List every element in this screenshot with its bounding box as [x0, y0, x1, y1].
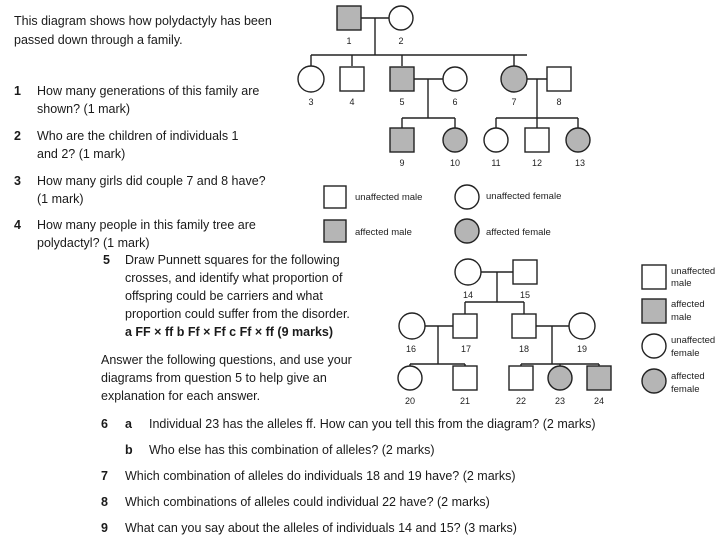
- individual-10-affected-female: [443, 128, 467, 152]
- intro-line-2: passed down through a family.: [14, 33, 183, 47]
- individual-18-unaffected-male: [512, 314, 536, 338]
- label-3: 3: [308, 97, 314, 107]
- individual-2-unaffected-female: [389, 6, 413, 30]
- answer-intro-line-3: explanation for each answer.: [101, 389, 261, 403]
- label-22: 22: [515, 396, 527, 406]
- question-text: shown? (1 mark): [37, 102, 131, 116]
- answer-intro-line-2: diagrams from question 5 to help give an: [101, 371, 327, 385]
- question-number: 7: [101, 469, 108, 483]
- key2-unaffected-female-symbol: [642, 334, 666, 358]
- pedigree-2-labels: [405, 290, 604, 406]
- question-number: 4: [14, 218, 21, 232]
- question-number: 6: [101, 417, 108, 431]
- key2-affected-female-label-1: affected: [671, 371, 705, 382]
- individual-24-affected-male: [587, 366, 611, 390]
- question-text: (1 mark): [37, 192, 84, 206]
- label-13: 13: [574, 158, 586, 168]
- key2-unaffected-male-symbol: [642, 265, 666, 289]
- key-affected-male-symbol: [324, 220, 346, 242]
- label-15: 15: [519, 290, 531, 300]
- question-text: How many generations of this family are: [37, 84, 260, 98]
- label-12: 12: [531, 158, 543, 168]
- question-number: 1: [14, 84, 21, 98]
- label-6: 6: [452, 97, 458, 107]
- question-text: How many people in this family tree are: [37, 218, 256, 232]
- label-18: 18: [518, 344, 530, 354]
- label-21: 21: [459, 396, 471, 406]
- individual-1-affected-male: [337, 6, 361, 30]
- question-number: 8: [101, 495, 108, 509]
- individual-9-affected-male: [390, 128, 414, 152]
- label-11: 11: [491, 158, 501, 168]
- question-number: 5: [103, 253, 110, 267]
- individual-16-unaffected-female: [399, 313, 425, 339]
- key2-affected-male-label-2: male: [671, 312, 692, 323]
- key-unaffected-male-symbol: [324, 186, 346, 208]
- key-affected-male-label: affected male: [355, 227, 412, 238]
- question-text: proportion could suffer from the disorder.: [125, 307, 350, 321]
- individual-7-affected-female: [501, 66, 527, 92]
- label-17: 17: [460, 344, 472, 354]
- question-subletter: a: [125, 417, 132, 431]
- key-affected-female-label: affected female: [486, 227, 551, 238]
- label-19: 19: [576, 344, 588, 354]
- individual-13-affected-female: [566, 128, 590, 152]
- question-text: What can you say about the alleles of individuals 14 and 15? (3 marks): [125, 521, 517, 535]
- key-affected-female-symbol: [455, 219, 479, 243]
- individual-17-unaffected-male: [453, 314, 477, 338]
- key2-affected-male-symbol: [642, 299, 666, 323]
- question-text: Draw Punnett squares for the following: [125, 253, 340, 267]
- question-text: offspring could be carriers and what: [125, 289, 323, 303]
- individual-4-unaffected-male: [340, 67, 364, 91]
- individual-20-unaffected-female: [398, 366, 422, 390]
- key-unaffected-female-symbol: [455, 185, 479, 209]
- individual-11-unaffected-female: [484, 128, 508, 152]
- question-text: Who are the children of individuals 1: [37, 129, 239, 143]
- answer-intro-line-1: Answer the following questions, and use your: [101, 353, 352, 367]
- label-1: 1: [346, 36, 352, 46]
- question-text: Individual 23 has the alleles ff. How can you tell this from the diagram? (2 marks): [149, 417, 596, 431]
- key2-affected-male-label-1: affected: [671, 299, 705, 310]
- question-text: polydactyl? (1 mark): [37, 236, 150, 250]
- label-2: 2: [398, 36, 404, 46]
- individual-3-unaffected-female: [298, 66, 324, 92]
- key-unaffected-female-label: unaffected female: [486, 191, 562, 202]
- label-7: 7: [511, 97, 517, 107]
- key2-unaffected-female-label-1: unaffected: [671, 335, 716, 346]
- key2-unaffected-male-label-1: unaffected: [671, 266, 716, 277]
- question-number: 9: [101, 521, 108, 535]
- question-text: crosses, and identify what proportion of: [125, 271, 343, 285]
- label-20: 20: [404, 396, 416, 406]
- label-10: 10: [449, 158, 461, 168]
- pedigree-2-key-labels: [671, 266, 715, 395]
- label-8: 8: [556, 97, 562, 107]
- key2-unaffected-female-label-2: female: [671, 348, 700, 359]
- pedigree-2-key: [642, 265, 666, 393]
- individual-6-unaffected-female: [443, 67, 467, 91]
- question-text: a FF × ff b Ff × Ff c Ff × ff (9 marks): [125, 325, 334, 339]
- individual-12-unaffected-male: [525, 128, 549, 152]
- individual-15-unaffected-male: [513, 260, 537, 284]
- individual-14-unaffected-female: [455, 259, 481, 285]
- label-9: 9: [399, 158, 405, 168]
- question-text: How many girls did couple 7 and 8 have?: [37, 174, 266, 188]
- question-text: Which combination of alleles do individuals 18 and 19 have? (2 marks): [125, 469, 516, 483]
- label-14: 14: [462, 290, 474, 300]
- individual-8-unaffected-male: [547, 67, 571, 91]
- question-number: 3: [14, 174, 21, 188]
- question-text: Who else has this combination of alleles? (2 marks): [149, 443, 435, 457]
- label-23: 23: [554, 396, 566, 406]
- individual-19-unaffected-female: [569, 313, 595, 339]
- question-number: 2: [14, 129, 21, 143]
- individual-5-affected-male: [390, 67, 414, 91]
- intro-line-1: This diagram shows how polydactyly has been: [14, 14, 272, 28]
- pedigree-2-symbols: [398, 259, 611, 390]
- key2-affected-female-symbol: [642, 369, 666, 393]
- key-unaffected-male-label: unaffected male: [355, 192, 423, 203]
- key2-unaffected-male-label-2: male: [671, 278, 692, 289]
- question-text: and 2? (1 mark): [37, 147, 126, 161]
- label-4: 4: [349, 97, 355, 107]
- label-24: 24: [593, 396, 605, 406]
- label-16: 16: [405, 344, 417, 354]
- individual-23-affected-female: [548, 366, 572, 390]
- individual-22-unaffected-male: [509, 366, 533, 390]
- question-subletter: b: [125, 443, 133, 457]
- label-5: 5: [399, 97, 405, 107]
- question-text: Which combinations of alleles could individual 22 have? (2 marks): [125, 495, 490, 509]
- individual-21-unaffected-male: [453, 366, 477, 390]
- key2-affected-female-label-2: female: [671, 384, 700, 395]
